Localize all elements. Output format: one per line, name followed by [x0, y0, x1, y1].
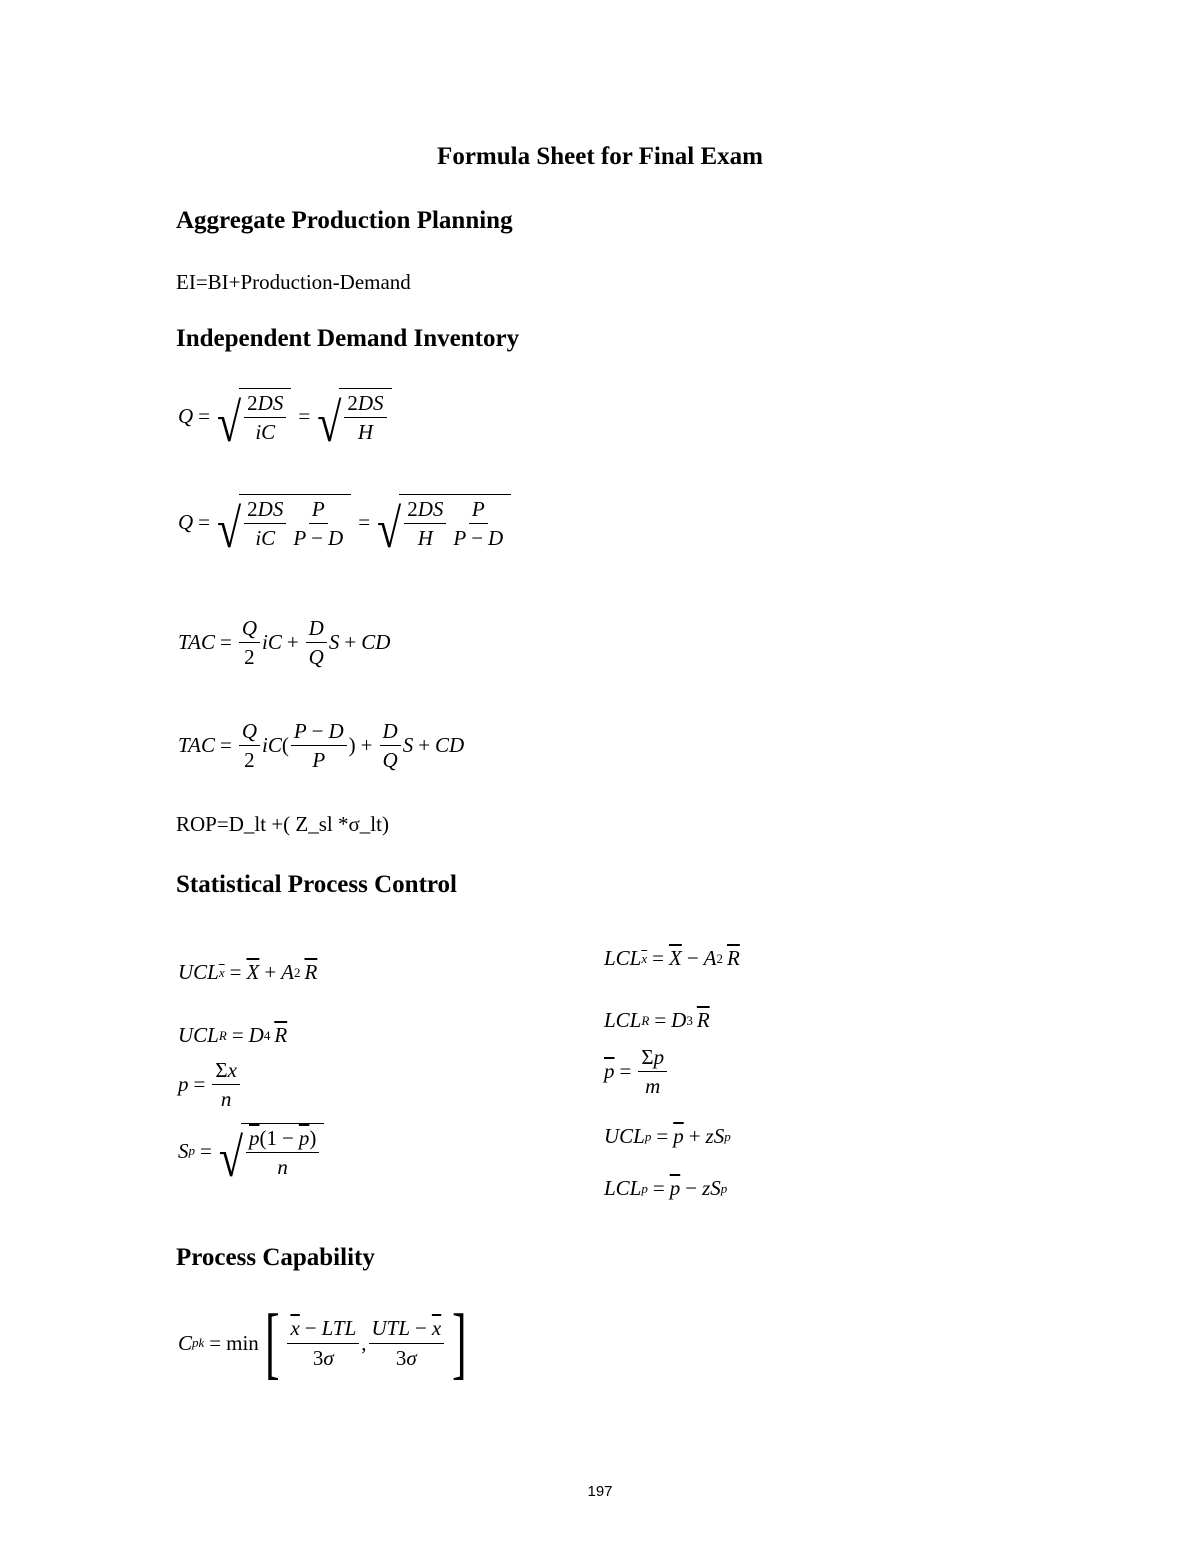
- formula-ucl-xbar: UCL $\overline{x}$ = $\overline{X}$ + A 2 $\overline{R}$: [178, 960, 318, 984]
- section-heading-aggregate-production-planning: Aggregate Production Planning: [176, 207, 513, 234]
- formula-lcl-xbar: LCL $\overline{x}$ = $\overline{X}$ − A 2 $\overline{R}$: [604, 946, 740, 970]
- formula-epq: Q = √ $\frac{2DS}{iC}$ $\frac{P}{P - D}$ = √ $\frac{2DS}{H}$ $\frac{P}{P - D}$: [178, 494, 513, 550]
- formula-ucl-p: UCL p = $\overline{p}$ + zS p: [604, 1124, 731, 1148]
- section-heading-statistical-process-control: Statistical Process Control: [176, 871, 457, 898]
- formula-sp: S p = √ $\frac{p(1 - \overline{p})}{n}$: [178, 1123, 326, 1179]
- page-title: Formula Sheet for Final Exam: [437, 143, 763, 170]
- section-heading-independent-demand-inventory: Independent Demand Inventory: [176, 325, 520, 352]
- formula-ucl-r: UCL R = D 4 $\overline{R}$: [178, 1023, 288, 1047]
- formula-tac-eoq: TAC = $\frac{Q}{2}$ iC + $\frac{D}{Q}$ S + CD: [178, 616, 391, 670]
- formula-p: p = $\frac{\Sigma x}{n}$: [178, 1058, 242, 1111]
- formula-lcl-p: LCL p = $\overline{p}$ − zS p: [604, 1176, 728, 1200]
- formula-pbar: $\overline{p}$ = $\frac{\Sigma p}{m}$: [604, 1045, 669, 1098]
- section-heading-process-capability: Process Capability: [176, 1244, 375, 1271]
- formula-tac-epq: TAC = $\frac{Q}{2}$ iC ( $\frac{P - D}{P}$ ) + $\frac{D}{Q}$ S + CD: [178, 719, 465, 773]
- formula-lcl-r: LCL R = D 3 $\overline{R}$: [604, 1008, 710, 1032]
- formula-cpk: C pk = min [ $\frac{\overline{x} - LTL}{3\sigma}$ , $\frac{UTL - \overline{x}}{3\sigma}$ ]: [178, 1299, 467, 1387]
- formula-eoq: Q = √ $\frac{2DS}{iC}$ = √ $\frac{2DS}{H}$: [178, 388, 394, 444]
- page-number: 197: [587, 1483, 613, 1500]
- formula-reorder-point: ROP=D_lt +( Z_sl *σ_lt): [176, 812, 389, 836]
- formula-ending-inventory: EI=BI+Production-Demand: [176, 270, 411, 294]
